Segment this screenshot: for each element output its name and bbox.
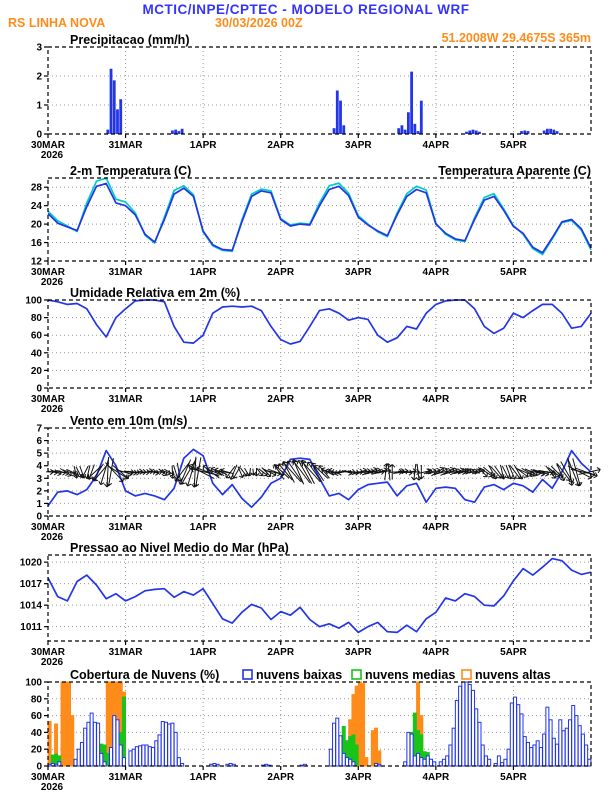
y-tick-label: 7 <box>36 423 42 435</box>
x-tick-year: 2026 <box>40 404 64 415</box>
x-axis <box>31 134 527 161</box>
y-axis <box>36 43 48 141</box>
panel-vento <box>0 414 612 543</box>
y-tick-label: 1020 <box>19 557 42 569</box>
panel-title: Pressao ao Nivel Medio do Mar (hPa) <box>70 541 289 555</box>
y-tick-label: 40 <box>30 727 42 739</box>
panel-title: Umidade Relativa em 2m (%) <box>70 286 241 300</box>
panel-temperatura <box>0 164 612 288</box>
x-axis <box>31 766 527 792</box>
y-tick-label: 20 <box>30 365 42 377</box>
y-tick-label: 1 <box>36 100 42 112</box>
x-tick-label: 2APR <box>267 140 295 151</box>
y-tick-label: 0 <box>36 511 42 523</box>
x-tick-label: 4APR <box>422 140 450 151</box>
x-tick-label: 31MAR <box>108 140 143 151</box>
panel-nuvens <box>0 668 612 792</box>
legend-label: nuvens medias <box>365 668 456 682</box>
x-tick-label: 3APR <box>344 140 372 151</box>
grid <box>48 300 591 388</box>
x-tick-label: 3APR <box>344 772 372 783</box>
x-tick-label: 4APR <box>422 522 450 533</box>
y-tick-label: 12 <box>30 256 42 268</box>
x-tick-label: 4APR <box>422 267 450 278</box>
x-tick-label: 30MAR <box>31 647 65 658</box>
x-tick-label: 2APR <box>267 647 295 658</box>
y-tick-label: 2 <box>36 71 42 83</box>
x-tick-label: 30MAR <box>31 267 65 278</box>
grid <box>48 47 591 134</box>
model-run-datetime: 30/03/2026 00Z <box>215 16 303 30</box>
panel-right-title: Temperatura Aparente (C) <box>438 164 591 178</box>
y-tick-label: 80 <box>30 313 42 325</box>
y-tick-label: 20 <box>30 219 42 231</box>
y-tick-label: 16 <box>30 238 42 250</box>
station-name: RS LINHA NOVA <box>8 16 106 30</box>
y-tick-label: 1017 <box>19 579 42 591</box>
x-tick-year: 2026 <box>40 277 64 288</box>
plot-frame <box>48 300 591 388</box>
x-tick-label: 30MAR <box>31 772 65 783</box>
grid <box>48 555 591 641</box>
y-tick-label: 100 <box>25 677 42 689</box>
x-tick-label: 4APR <box>422 394 450 405</box>
x-tick-label: 5APR <box>500 772 527 783</box>
y-tick-label: 28 <box>30 182 42 194</box>
y-tick-label: 60 <box>30 330 42 342</box>
cloud-bars-nuvens-baixas <box>48 682 591 766</box>
x-tick-label: 4APR <box>422 772 450 783</box>
x-tick-label: 1APR <box>189 647 217 658</box>
x-tick-label: 3APR <box>344 394 372 405</box>
x-tick-year: 2026 <box>40 782 64 792</box>
x-tick-label: 3APR <box>344 267 372 278</box>
x-tick-label: 31MAR <box>108 267 143 278</box>
x-tick-label: 1APR <box>189 140 217 151</box>
plot-frame <box>48 47 591 134</box>
y-tick-label: 0 <box>36 129 42 141</box>
station-coordinates: 51.2008W 29.4675S 365m <box>441 31 591 45</box>
x-tick-label: 30MAR <box>31 522 65 533</box>
y-tick-label: 20 <box>30 744 42 756</box>
x-tick-label: 1APR <box>189 394 217 405</box>
x-tick-label: 2APR <box>267 772 295 783</box>
y-tick-label: 5 <box>36 448 42 460</box>
y-axis <box>25 678 48 773</box>
y-tick-label: 2 <box>36 486 42 498</box>
y-tick-label: 1014 <box>19 600 42 612</box>
x-tick-label: 2APR <box>267 394 295 405</box>
y-tick-label: 1 <box>36 498 42 510</box>
panel-title: Vento em 10m (m/s) <box>70 414 188 428</box>
legend-swatch <box>352 670 361 679</box>
y-tick-label: 6 <box>36 436 42 448</box>
y-tick-label: 4 <box>36 461 42 473</box>
y-tick-label: 0 <box>36 383 42 395</box>
x-tick-label: 1APR <box>189 772 217 783</box>
x-tick-label: 5APR <box>500 647 527 658</box>
y-axis <box>31 183 48 268</box>
y-tick-label: 60 <box>30 711 42 723</box>
x-tick-year: 2026 <box>40 150 64 161</box>
x-tick-year: 2026 <box>40 657 64 668</box>
y-axis <box>36 424 48 523</box>
x-tick-label: 3APR <box>344 647 372 658</box>
x-tick-label: 1APR <box>189 522 217 533</box>
page-title: MCTIC/INPE/CPTEC - MODELO REGIONAL WRF <box>142 2 470 17</box>
y-tick-label: 0 <box>36 761 42 773</box>
panel-title: 2-m Temperatura (C) <box>70 164 192 178</box>
panel-title: Cobertura de Nuvens (%) <box>70 668 220 682</box>
x-tick-label: 30MAR <box>31 394 65 405</box>
panel-umidade <box>0 286 612 415</box>
y-tick-label: 100 <box>25 295 42 307</box>
x-tick-label: 5APR <box>500 522 527 533</box>
legend-label: nuvens altas <box>475 668 551 682</box>
legend-swatch <box>462 670 471 679</box>
x-tick-label: 3APR <box>344 522 372 533</box>
x-tick-label: 2APR <box>267 267 295 278</box>
x-tick-label: 31MAR <box>108 647 143 658</box>
x-tick-label: 5APR <box>500 267 527 278</box>
y-axis <box>25 296 48 395</box>
y-tick-label: 3 <box>36 42 42 54</box>
x-tick-label: 31MAR <box>108 394 143 405</box>
x-tick-label: 1APR <box>189 267 217 278</box>
panel-title: Precipitacao (mm/h) <box>70 33 190 47</box>
y-axis <box>20 558 48 634</box>
x-tick-label: 31MAR <box>108 522 143 533</box>
cloud-legend <box>243 668 551 682</box>
wind-arrows <box>46 457 600 488</box>
y-tick-label: 24 <box>30 201 42 213</box>
x-tick-year: 2026 <box>40 532 64 543</box>
x-axis <box>31 261 527 288</box>
y-tick-label: 40 <box>30 348 42 360</box>
x-tick-label: 31MAR <box>108 772 143 783</box>
x-axis <box>31 388 527 415</box>
x-tick-label: 4APR <box>422 647 450 658</box>
series-Umidade-Relativa <box>48 300 591 344</box>
legend-swatch <box>243 670 252 679</box>
panel-pressao <box>0 541 612 668</box>
x-axis <box>31 516 527 543</box>
x-axis <box>31 641 527 668</box>
precip-bars <box>106 69 558 134</box>
panel-precipitacao <box>0 33 612 161</box>
plot-frame <box>48 555 591 641</box>
y-tick-label: 80 <box>30 694 42 706</box>
x-tick-label: 2APR <box>267 522 295 533</box>
x-tick-label: 5APR <box>500 140 527 151</box>
y-tick-label: 1011 <box>20 622 42 634</box>
legend-label: nuvens baixas <box>256 668 343 682</box>
series-Temperatura-Aparente-(C) <box>48 178 591 255</box>
x-tick-label: 5APR <box>500 394 527 405</box>
y-tick-label: 3 <box>36 473 42 485</box>
series-Pressao-ao-Nivel-do-Mar <box>48 559 591 633</box>
x-tick-label: 30MAR <box>31 140 65 151</box>
